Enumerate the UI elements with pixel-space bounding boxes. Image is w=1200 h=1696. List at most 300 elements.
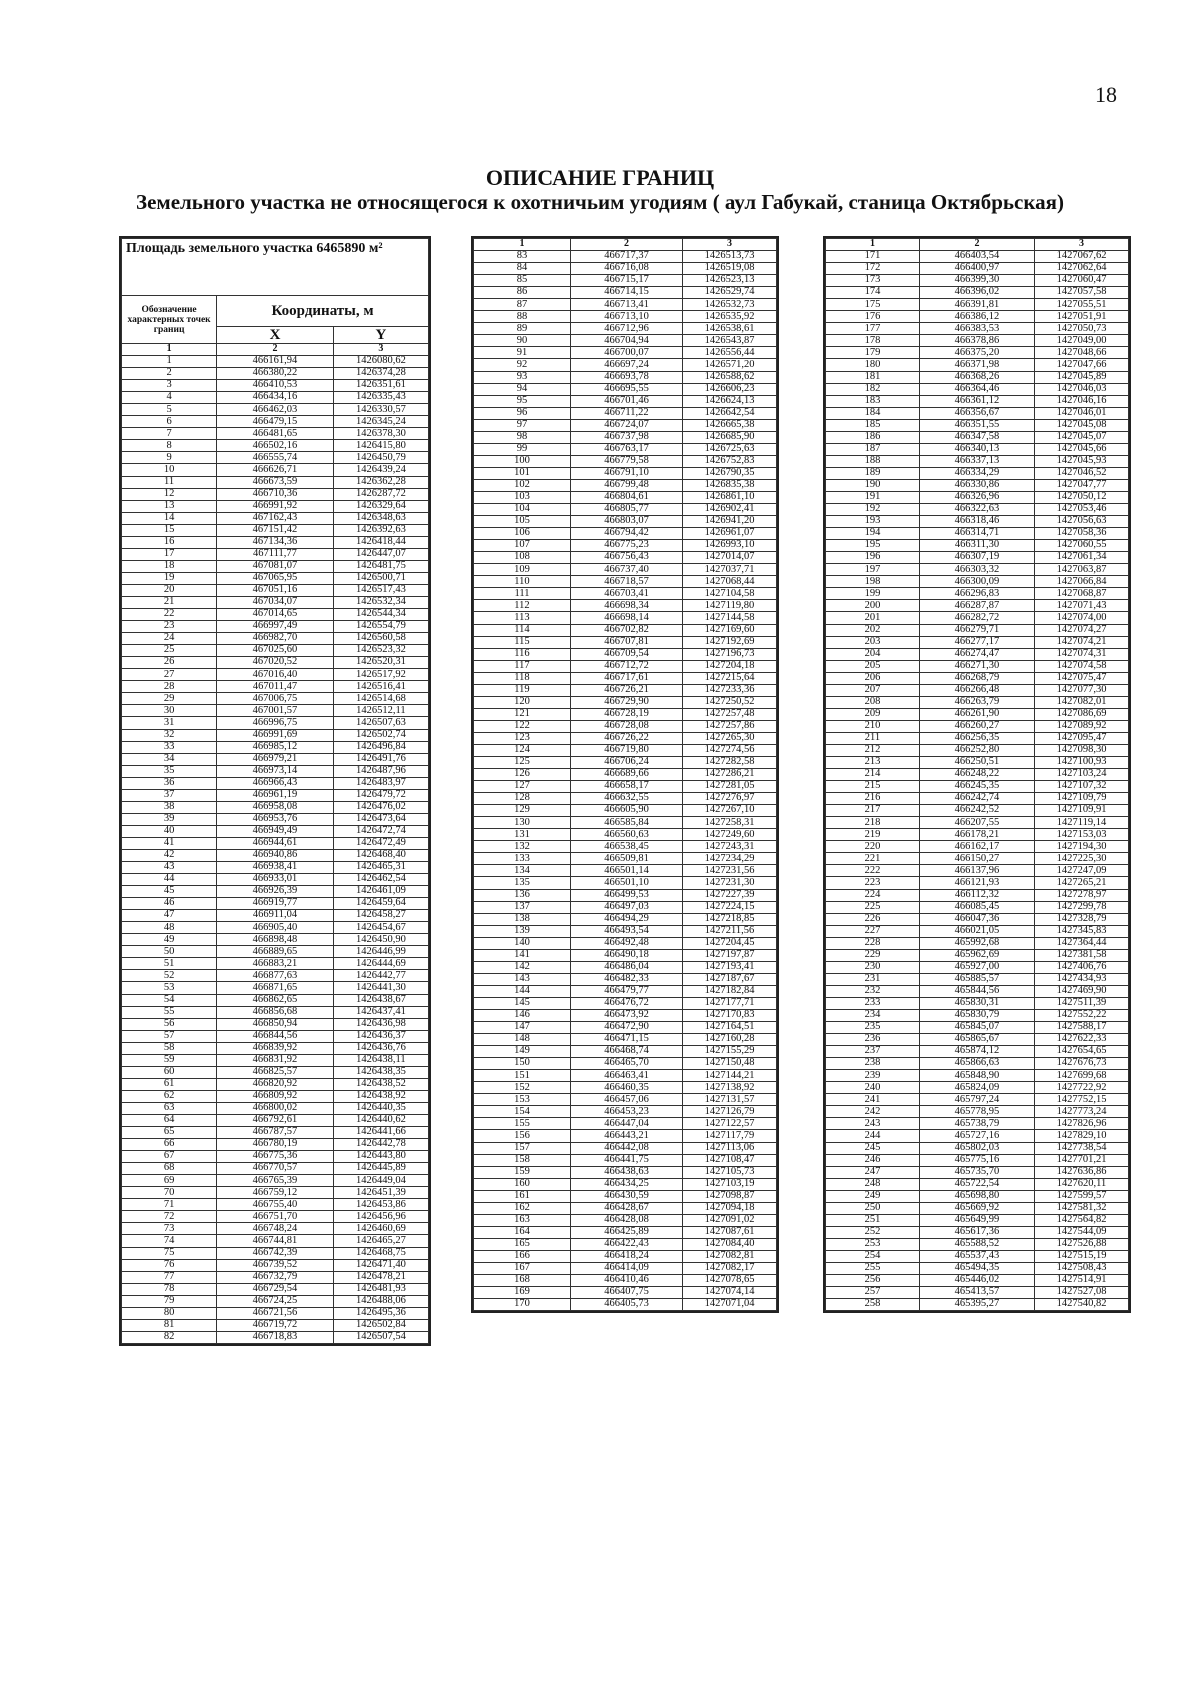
point-number: 44 <box>122 874 217 886</box>
table-row <box>474 1010 777 1022</box>
y-coordinate: 1427620,11 <box>1035 1178 1129 1190</box>
point-number: 57 <box>122 1030 217 1042</box>
point-number: 166 <box>474 1250 571 1262</box>
table-row <box>474 624 777 636</box>
y-coordinate: 1427699,68 <box>1035 1070 1129 1082</box>
point-number: 97 <box>474 419 571 431</box>
y-coordinate: 1426441,30 <box>333 982 428 994</box>
x-coordinate: 466314,71 <box>919 528 1034 540</box>
point-number: 15 <box>122 524 217 536</box>
x-coordinate: 467020,52 <box>217 657 334 669</box>
table-row <box>826 431 1129 443</box>
point-number: 42 <box>122 849 217 861</box>
x-coordinate: 465962,69 <box>919 949 1034 961</box>
point-number: 222 <box>826 865 920 877</box>
x-coordinate: 466673,59 <box>217 476 334 488</box>
x-coordinate: 465824,09 <box>919 1082 1034 1094</box>
y-coordinate: 1426472,74 <box>333 825 428 837</box>
x-coordinate: 466729,90 <box>570 696 682 708</box>
table-row <box>122 464 429 476</box>
point-number: 111 <box>474 588 571 600</box>
table-row <box>474 299 777 311</box>
x-coordinate: 466739,52 <box>217 1259 334 1271</box>
y-coordinate: 1427829,10 <box>1035 1130 1129 1142</box>
y-coordinate: 1426462,54 <box>333 874 428 886</box>
y-coordinate: 1427084,40 <box>683 1238 777 1250</box>
table-row <box>122 1151 429 1163</box>
table-row <box>826 1022 1129 1034</box>
x-coordinate: 466862,65 <box>217 994 334 1006</box>
table-row <box>122 440 429 452</box>
point-number: 85 <box>474 275 571 287</box>
point-number: 48 <box>122 922 217 934</box>
y-coordinate: 1426532,34 <box>333 596 428 608</box>
y-coordinate: 1427257,48 <box>683 708 777 720</box>
point-number: 212 <box>826 744 920 756</box>
x-coordinate: 466472,90 <box>570 1022 682 1034</box>
table-row <box>474 732 777 744</box>
point-number: 175 <box>826 299 920 311</box>
table-row <box>122 922 429 934</box>
x-coordinate: 466268,79 <box>919 672 1034 684</box>
x-coordinate: 466410,53 <box>217 380 334 392</box>
table-row <box>826 841 1129 853</box>
index-header: 2 <box>919 239 1034 251</box>
point-number: 160 <box>474 1178 571 1190</box>
y-coordinate: 1427211,56 <box>683 925 777 937</box>
table-row <box>122 548 429 560</box>
x-coordinate: 466468,74 <box>570 1046 682 1058</box>
point-number: 115 <box>474 636 571 648</box>
y-coordinate: 1426436,37 <box>333 1030 428 1042</box>
y-coordinate: 1427552,22 <box>1035 1010 1129 1022</box>
y-header: Y <box>333 327 428 344</box>
x-coordinate: 466150,27 <box>919 853 1034 865</box>
table-row <box>474 1070 777 1082</box>
y-coordinate: 1427075,47 <box>1035 672 1129 684</box>
x-coordinate: 466805,77 <box>570 504 682 516</box>
table-row <box>826 1082 1129 1094</box>
x-coordinate: 466765,39 <box>217 1175 334 1187</box>
x-coordinate: 465727,16 <box>919 1130 1034 1142</box>
table-row <box>826 564 1129 576</box>
table-row <box>122 813 429 825</box>
y-coordinate: 1427364,44 <box>1035 937 1129 949</box>
point-number: 209 <box>826 708 920 720</box>
table-row <box>826 949 1129 961</box>
x-coordinate: 465885,57 <box>919 973 1034 985</box>
point-number: 174 <box>826 287 920 299</box>
point-number: 110 <box>474 576 571 588</box>
table-row <box>122 994 429 1006</box>
y-coordinate: 1426523,13 <box>683 275 777 287</box>
table-row <box>826 901 1129 913</box>
x-coordinate: 466775,36 <box>217 1151 334 1163</box>
point-number: 156 <box>474 1130 571 1142</box>
table-row <box>826 757 1129 769</box>
x-coordinate: 466804,61 <box>570 491 682 503</box>
table-body <box>122 356 429 1344</box>
point-number: 241 <box>826 1094 920 1106</box>
table-row <box>122 729 429 741</box>
point-number: 74 <box>122 1235 217 1247</box>
point-number: 151 <box>474 1070 571 1082</box>
point-number: 117 <box>474 660 571 672</box>
point-number: 60 <box>122 1066 217 1078</box>
x-coordinate: 466403,54 <box>919 251 1034 263</box>
x-coordinate: 466443,21 <box>570 1130 682 1142</box>
x-coordinate: 466462,03 <box>217 404 334 416</box>
y-coordinate: 1426491,76 <box>333 753 428 765</box>
table-row <box>826 913 1129 925</box>
table-row <box>122 500 429 512</box>
x-coordinate: 466701,46 <box>570 395 682 407</box>
x-coordinate: 466438,63 <box>570 1166 682 1178</box>
y-coordinate: 1426439,24 <box>333 464 428 476</box>
point-number: 221 <box>826 853 920 865</box>
x-coordinate: 465494,35 <box>919 1262 1034 1274</box>
point-number: 20 <box>122 584 217 596</box>
x-coordinate: 466463,41 <box>570 1070 682 1082</box>
table-row <box>826 1058 1129 1070</box>
point-number: 207 <box>826 684 920 696</box>
table-row <box>122 524 429 536</box>
point-number: 192 <box>826 504 920 516</box>
table-row <box>826 1202 1129 1214</box>
x-coordinate: 466351,55 <box>919 419 1034 431</box>
point-number: 38 <box>122 801 217 813</box>
table-row <box>122 1247 429 1259</box>
x-coordinate: 466966,43 <box>217 777 334 789</box>
y-coordinate: 1427060,55 <box>1035 540 1129 552</box>
point-number: 100 <box>474 455 571 467</box>
x-coordinate: 466386,12 <box>919 311 1034 323</box>
y-coordinate: 1426502,84 <box>333 1319 428 1331</box>
y-coordinate: 1427227,39 <box>683 889 777 901</box>
y-coordinate: 1426538,61 <box>683 323 777 335</box>
y-coordinate: 1427108,47 <box>683 1154 777 1166</box>
point-number: 177 <box>826 323 920 335</box>
point-number: 193 <box>826 516 920 528</box>
x-coordinate: 466277,17 <box>919 636 1034 648</box>
point-number: 162 <box>474 1202 571 1214</box>
point-number: 62 <box>122 1090 217 1102</box>
table-row <box>122 934 429 946</box>
point-number: 228 <box>826 937 920 949</box>
table-row <box>474 1142 777 1154</box>
y-coordinate: 1427113,06 <box>683 1142 777 1154</box>
y-coordinate: 1426440,35 <box>333 1102 428 1114</box>
x-coordinate: 466787,57 <box>217 1127 334 1139</box>
x-coordinate: 466712,96 <box>570 323 682 335</box>
table-row <box>122 1319 429 1331</box>
point-number: 176 <box>826 311 920 323</box>
point-number: 138 <box>474 913 571 925</box>
point-number: 180 <box>826 359 920 371</box>
x-coordinate: 466850,94 <box>217 1018 334 1030</box>
x-coordinate: 467162,43 <box>217 512 334 524</box>
table-row <box>122 1054 429 1066</box>
x-coordinate: 466982,70 <box>217 633 334 645</box>
point-number: 182 <box>826 383 920 395</box>
point-number: 252 <box>826 1226 920 1238</box>
table-row <box>474 287 777 299</box>
y-coordinate: 1427231,30 <box>683 877 777 889</box>
y-coordinate: 1426502,74 <box>333 729 428 741</box>
y-coordinate: 1427094,18 <box>683 1202 777 1214</box>
y-coordinate: 1427204,18 <box>683 660 777 672</box>
x-coordinate: 466889,65 <box>217 946 334 958</box>
x-coordinate: 466997,49 <box>217 621 334 633</box>
point-number: 200 <box>826 600 920 612</box>
table-row <box>122 1175 429 1187</box>
point-number: 244 <box>826 1130 920 1142</box>
point-number: 36 <box>122 777 217 789</box>
table-row <box>474 853 777 865</box>
index-header: 1 <box>474 239 571 251</box>
table-row <box>474 612 777 624</box>
table-row <box>122 1078 429 1090</box>
point-number: 143 <box>474 973 571 985</box>
table-row <box>122 452 429 464</box>
y-coordinate: 1426495,36 <box>333 1307 428 1319</box>
y-coordinate: 1427109,79 <box>1035 793 1129 805</box>
y-coordinate: 1427276,97 <box>683 793 777 805</box>
y-coordinate: 1427469,90 <box>1035 985 1129 997</box>
x-coordinate: 466396,02 <box>919 287 1034 299</box>
point-number: 231 <box>826 973 920 985</box>
point-number: 201 <box>826 612 920 624</box>
table-row <box>474 1046 777 1058</box>
y-coordinate: 1426496,84 <box>333 741 428 753</box>
table-row <box>826 1299 1129 1311</box>
x-coordinate: 466447,04 <box>570 1118 682 1130</box>
x-coordinate: 465992,68 <box>919 937 1034 949</box>
point-number: 96 <box>474 407 571 419</box>
x-coordinate: 466905,40 <box>217 922 334 934</box>
y-coordinate: 1427098,30 <box>1035 744 1129 756</box>
x-coordinate: 466658,17 <box>570 781 682 793</box>
point-number: 253 <box>826 1238 920 1250</box>
x-coordinate: 466698,14 <box>570 612 682 624</box>
x-header: X <box>217 327 334 344</box>
table-row <box>122 596 429 608</box>
x-coordinate: 466121,93 <box>919 877 1034 889</box>
point-number: 71 <box>122 1199 217 1211</box>
x-coordinate: 465669,92 <box>919 1202 1034 1214</box>
point-number: 28 <box>122 681 217 693</box>
x-coordinate: 466718,83 <box>217 1331 334 1343</box>
y-coordinate: 1427063,87 <box>1035 564 1129 576</box>
x-coordinate: 466714,15 <box>570 287 682 299</box>
point-number: 216 <box>826 793 920 805</box>
x-coordinate: 466407,75 <box>570 1287 682 1299</box>
point-number: 206 <box>826 672 920 684</box>
point-number: 225 <box>826 901 920 913</box>
table-row <box>474 588 777 600</box>
x-coordinate: 465874,12 <box>919 1046 1034 1058</box>
y-coordinate: 1427078,65 <box>683 1275 777 1287</box>
point-number: 232 <box>826 985 920 997</box>
x-coordinate: 466898,48 <box>217 934 334 946</box>
x-coordinate: 466938,41 <box>217 862 334 874</box>
table-row <box>826 829 1129 841</box>
table-row <box>826 552 1129 564</box>
point-number: 159 <box>474 1166 571 1178</box>
y-coordinate: 1427150,48 <box>683 1058 777 1070</box>
point-number: 16 <box>122 536 217 548</box>
point-number: 72 <box>122 1211 217 1223</box>
x-coordinate: 466825,57 <box>217 1066 334 1078</box>
point-number: 93 <box>474 371 571 383</box>
y-coordinate: 1427540,82 <box>1035 1299 1129 1311</box>
table-row <box>474 455 777 467</box>
point-number: 104 <box>474 504 571 516</box>
y-coordinate: 1427234,29 <box>683 853 777 865</box>
x-coordinate: 466713,10 <box>570 311 682 323</box>
x-coordinate: 465395,27 <box>919 1299 1034 1311</box>
y-coordinate: 1427187,67 <box>683 973 777 985</box>
x-coordinate: 466717,37 <box>570 251 682 263</box>
point-number: 191 <box>826 491 920 503</box>
table-row <box>474 516 777 528</box>
table-row <box>122 572 429 584</box>
y-coordinate: 1427014,07 <box>683 552 777 564</box>
point-number: 41 <box>122 837 217 849</box>
table-row <box>474 552 777 564</box>
y-coordinate: 1427055,51 <box>1035 299 1129 311</box>
y-coordinate: 1427282,58 <box>683 757 777 769</box>
point-number: 199 <box>826 588 920 600</box>
x-coordinate: 466693,78 <box>570 371 682 383</box>
x-coordinate: 466161,94 <box>217 356 334 368</box>
table-row <box>122 862 429 874</box>
point-number: 139 <box>474 925 571 937</box>
table-row <box>474 395 777 407</box>
point-number: 119 <box>474 684 571 696</box>
x-coordinate: 466492,48 <box>570 937 682 949</box>
y-coordinate: 1427047,66 <box>1035 359 1129 371</box>
x-coordinate: 466457,06 <box>570 1094 682 1106</box>
point-number: 146 <box>474 1010 571 1022</box>
x-coordinate: 466242,52 <box>919 805 1034 817</box>
x-coordinate: 466979,21 <box>217 753 334 765</box>
x-coordinate: 466361,12 <box>919 395 1034 407</box>
x-coordinate: 466756,43 <box>570 552 682 564</box>
x-coordinate: 466250,51 <box>919 757 1034 769</box>
point-number: 187 <box>826 443 920 455</box>
table-row <box>474 359 777 371</box>
coordinates-header: Координаты, м <box>217 296 429 327</box>
y-coordinate: 1427564,82 <box>1035 1214 1129 1226</box>
x-coordinate: 465830,31 <box>919 997 1034 1009</box>
point-number: 89 <box>474 323 571 335</box>
point-number: 53 <box>122 982 217 994</box>
x-coordinate: 466465,70 <box>570 1058 682 1070</box>
x-coordinate: 466261,90 <box>919 708 1034 720</box>
x-coordinate: 466414,09 <box>570 1262 682 1274</box>
y-coordinate: 1426479,72 <box>333 789 428 801</box>
x-coordinate: 466728,08 <box>570 720 682 732</box>
y-coordinate: 1426481,75 <box>333 560 428 572</box>
point-number: 173 <box>826 275 920 287</box>
x-coordinate: 466742,39 <box>217 1247 334 1259</box>
table-row <box>826 371 1129 383</box>
y-coordinate: 1426446,99 <box>333 946 428 958</box>
point-number: 145 <box>474 997 571 1009</box>
y-coordinate: 1427074,31 <box>1035 648 1129 660</box>
x-coordinate: 466724,07 <box>570 419 682 431</box>
table-row <box>474 901 777 913</box>
table-row <box>474 407 777 419</box>
point-number: 84 <box>474 263 571 275</box>
y-coordinate: 1427722,92 <box>1035 1082 1129 1094</box>
point-number: 165 <box>474 1238 571 1250</box>
coordinates-table-1 <box>119 236 431 1346</box>
point-number: 3 <box>122 380 217 392</box>
point-number: 29 <box>122 693 217 705</box>
table-row <box>474 1118 777 1130</box>
point-number: 224 <box>826 889 920 901</box>
x-coordinate: 467034,07 <box>217 596 334 608</box>
y-coordinate: 1427249,60 <box>683 829 777 841</box>
y-coordinate: 1427071,43 <box>1035 600 1129 612</box>
y-coordinate: 1427281,05 <box>683 781 777 793</box>
x-coordinate: 466282,72 <box>919 612 1034 624</box>
table-row <box>122 849 429 861</box>
point-number: 179 <box>826 347 920 359</box>
point-number: 245 <box>826 1142 920 1154</box>
point-number: 236 <box>826 1034 920 1046</box>
x-coordinate: 466871,65 <box>217 982 334 994</box>
y-coordinate: 1426861,10 <box>683 491 777 503</box>
table-row <box>826 443 1129 455</box>
point-number: 66 <box>122 1139 217 1151</box>
y-coordinate: 1427062,64 <box>1035 263 1129 275</box>
y-coordinate: 1426345,24 <box>333 416 428 428</box>
point-number: 229 <box>826 949 920 961</box>
point-number: 250 <box>826 1202 920 1214</box>
point-number: 134 <box>474 865 571 877</box>
point-number: 90 <box>474 335 571 347</box>
y-coordinate: 1427046,16 <box>1035 395 1129 407</box>
x-coordinate: 466364,46 <box>919 383 1034 395</box>
x-coordinate: 466820,92 <box>217 1078 334 1090</box>
x-coordinate: 466260,27 <box>919 720 1034 732</box>
table-row <box>826 600 1129 612</box>
x-coordinate: 466991,92 <box>217 500 334 512</box>
table-row <box>122 765 429 777</box>
table-row <box>474 841 777 853</box>
y-coordinate: 1426560,58 <box>333 633 428 645</box>
y-coordinate: 1427257,86 <box>683 720 777 732</box>
x-coordinate: 466248,22 <box>919 769 1034 781</box>
y-coordinate: 1426444,69 <box>333 958 428 970</box>
x-coordinate: 466311,30 <box>919 540 1034 552</box>
table-row <box>122 1295 429 1307</box>
x-coordinate: 466021,05 <box>919 925 1034 937</box>
x-coordinate: 466991,69 <box>217 729 334 741</box>
point-number: 214 <box>826 769 920 781</box>
index-header: 3 <box>333 344 428 356</box>
table-row <box>474 1287 777 1299</box>
table-row <box>474 949 777 961</box>
y-coordinate: 1427588,17 <box>1035 1022 1129 1034</box>
y-coordinate: 1426471,40 <box>333 1259 428 1271</box>
point-number: 203 <box>826 636 920 648</box>
x-coordinate: 466560,63 <box>570 829 682 841</box>
table-row <box>474 1190 777 1202</box>
